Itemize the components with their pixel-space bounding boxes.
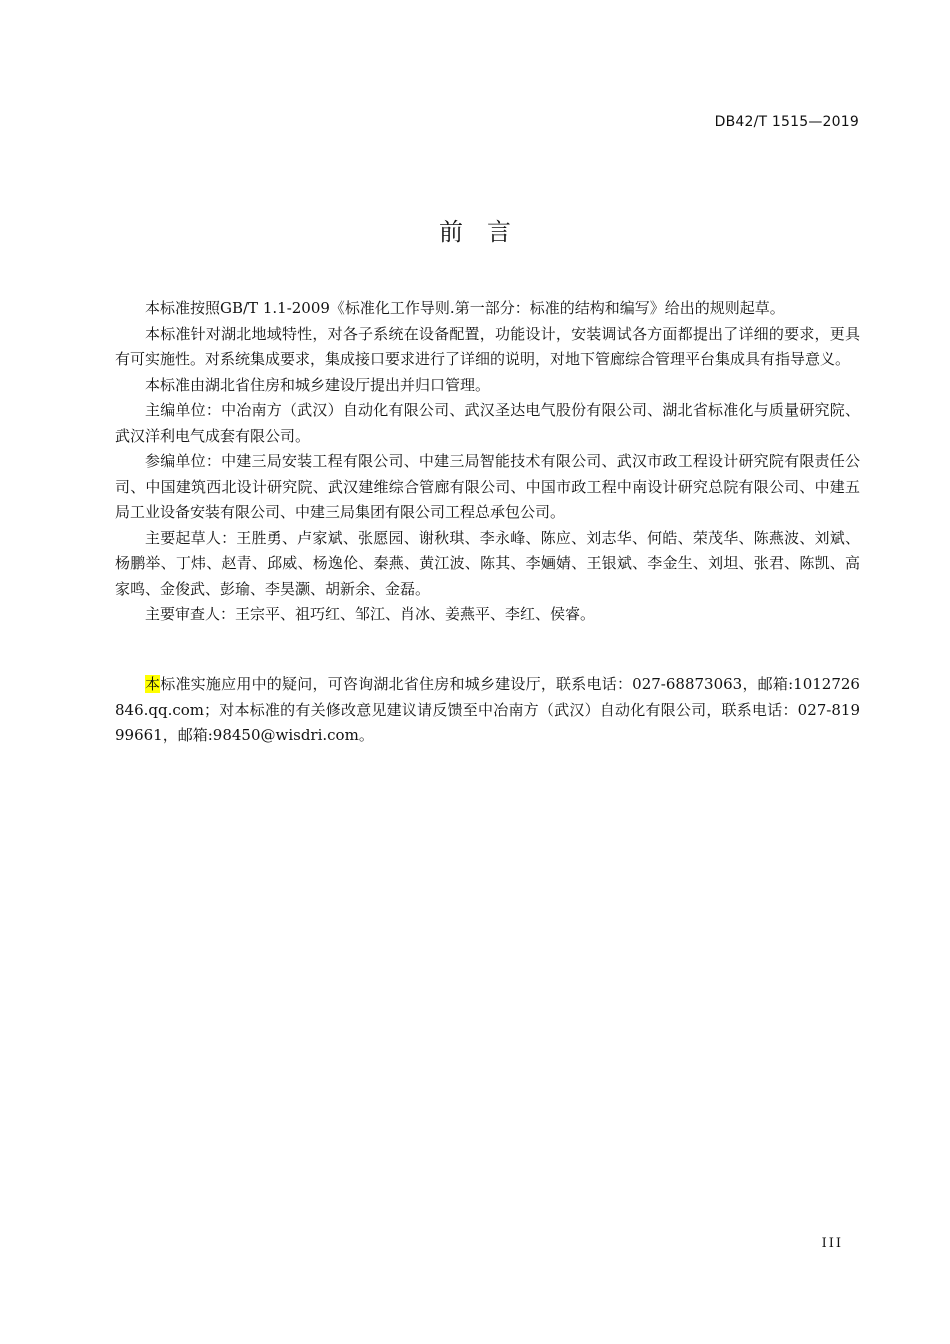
contact-text: 标准实施应用中的疑问，可咨询湖北省住房和城乡建设厅，联系电话：027-68873063，邮箱:1012726846.qq.com；对本标准的有关修改意见建议请反馈至中冶南方（武汉）自动化有限公司，联系电话：027-81999661，邮箱:98450@wisdri.com。 (115, 675, 860, 744)
document-code: DB42/T 1515—2019 (714, 114, 859, 130)
page-number: III (821, 1236, 843, 1251)
paragraph-chief-editors: 主编单位：中冶南方（武汉）自动化有限公司、武汉圣达电气股份有限公司、湖北省标准化与质量研究院、武汉洋利电气成套有限公司。 (115, 401, 860, 445)
contact-section (115, 672, 860, 749)
paragraph-main-reviewers: 主要审查人：王宗平、祖巧红、邹江、肖冰、姜燕平、李红、侯睿。 (145, 605, 596, 623)
highlighted-char: 本 (145, 675, 161, 693)
page-title: 前言 (439, 218, 535, 246)
paragraph-contact (115, 672, 860, 749)
foreword-body (115, 296, 860, 628)
paragraph-participating-units: 参编单位：中建三局安装工程有限公司、中建三局智能技术有限公司、武汉市政工程设计研究院有限责任公司、中国建筑西北设计研究院、武汉建维综合管廊有限公司、中国市政工程中南设计研究总院有限公司、中建五局工业设备安装有限公司、中建三局集团有限公司工程总承包公司。 (115, 452, 860, 521)
paragraph-purpose: 本标准针对湖北地域特性，对各子系统在设备配置，功能设计，安装调试各方面都提出了详细的要求，更具有可实施性。对系统集成要求，集成接口要求进行了详细的说明，对地下管廊综合管理平台集成具有指导意义。 (115, 324, 860, 368)
paragraph-drafting-rules: 本标准按照GB/T 1.1-2009《标准化工作导则.第一部分：标准的结构和编写》给出的规则起草。 (145, 299, 785, 317)
paragraph-main-drafters: 主要起草人：王胜勇、卢家斌、张愿园、谢秋琪、李永峰、陈应、刘志华、何皓、荣茂华、陈燕波、刘斌、杨鹏举、丁炜、赵青、邱威、杨逸伦、秦燕、黄江波、陈其、李婳婧、王银斌、李金生、刘坦、张君、陈凯、高家鸣、金俊武、彭瑜、李昊灏、胡新余、金磊。 (115, 528, 860, 598)
paragraph-management: 本标准由湖北省住房和城乡建设厅提出并归口管理。 (145, 375, 491, 394)
